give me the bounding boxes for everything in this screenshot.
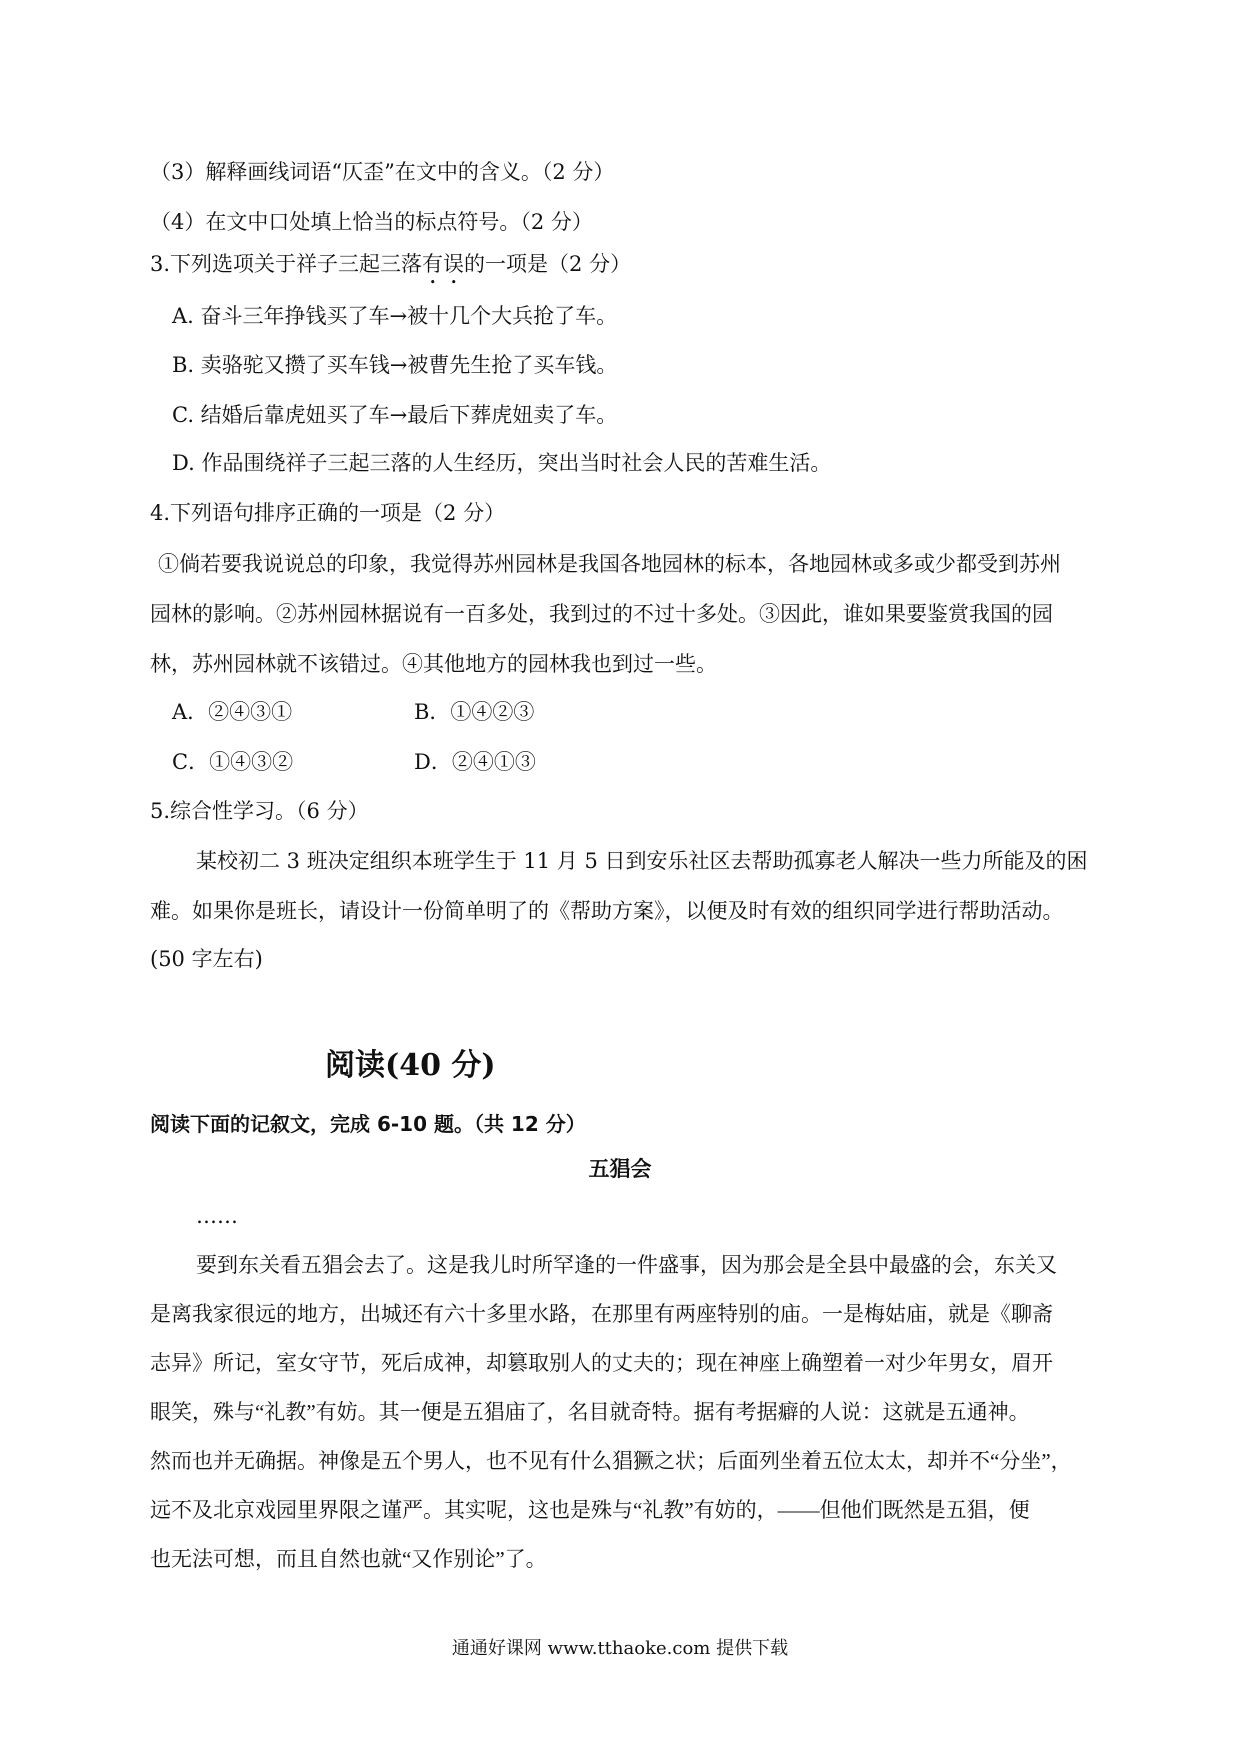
q4-option-d: D．②④①③ <box>414 750 536 774</box>
q3-option-a: A. 奋斗三年挣钱买了车→被十几个大兵抢了车。 <box>172 304 618 328</box>
essay-line: 也无法可想，而且自然也就“又作别论”了。 <box>150 1547 547 1571</box>
q5-line-2: 难。如果你是班长，请设计一份简单明了的《帮助方案》，以便及时有效的组织同学进行帮助活动。 <box>150 899 1064 923</box>
q3-option-d: D. 作品围绕祥子三起三落的人生经历，突出当时社会人民的苦难生活。 <box>172 451 832 475</box>
reading-instruction: 阅读下面的记叙文，完成 6-10 题。（共 12 分） <box>150 1112 586 1136</box>
q4-stem: 4.下列语句排序正确的一项是（2 分） <box>150 501 506 525</box>
essay-line: 然而也并无确据。神像是五个男人，也不见有什么猖獗之状；后面列坐着五位太太，却并不“分坐”， <box>150 1449 1072 1473</box>
essay-ellipsis: …… <box>196 1204 238 1228</box>
page-footer: 通通好课网 www.tthaoke.com 提供下载 <box>451 1638 789 1659</box>
reading-section-title: 阅读(40 分) <box>325 1048 496 1083</box>
q3-stem-emphasis: 有误 <box>422 252 465 276</box>
q3-stem-before: 3.下列选项关于祥子三起三落 <box>150 252 423 276</box>
q3-option-b: B. 卖骆驼又攒了买车钱→被曹先生抢了买车钱。 <box>172 353 618 377</box>
q3-stem-after: 的一项是（2 分） <box>464 252 632 276</box>
q4-passage-line-1: ①倘若要我说说总的印象，我觉得苏州园林是我国各地园林的标本，各地园林或多或少都受到苏州 <box>158 552 1061 576</box>
essay-line: 远不及北京戏园里界限之谨严。其实呢，这也是殊与“礼教”有妨的，——但他们既然是五猖，便 <box>150 1498 1030 1522</box>
essay-body <box>150 1241 1096 1584</box>
q3-option-c: C. 结婚后靠虎妞买了车→最后下葬虎妞卖了车。 <box>172 403 618 427</box>
q4-option-b: B．①④②③ <box>414 700 535 724</box>
essay-line: 志异》所记，室女守节，死后成神，却篡取别人的丈夫的；现在神座上确塑着一对少年男女，眉开 <box>150 1351 1053 1375</box>
essay-line: 是离我家很远的地方，出城还有六十多里水路，在那里有两座特别的庙。一是梅姑庙，就是《聊斋 <box>150 1302 1053 1326</box>
q5-line-3: (50 字左右) <box>150 947 263 971</box>
q2-sub3: （3）解释画线词语“仄歪”在文中的含义。（2 分） <box>150 160 615 184</box>
q3-stem <box>150 250 631 289</box>
q5-stem: 5.综合性学习。（6 分） <box>150 799 369 823</box>
q4-passage-line-3: 林，苏州园林就不该错过。④其他地方的园林我也到过一些。 <box>150 652 717 676</box>
q2-sub4: （4）在文中口处填上恰当的标点符号。（2 分） <box>150 210 593 234</box>
essay-line: 眼笑，殊与“礼教”有妨。其一便是五猖庙了，名目就奇特。据有考据癖的人说：这就是五通神。 <box>150 1400 1030 1424</box>
essay-line: 要到东关看五猖会去了。这是我儿时所罕逢的一件盛事，因为那会是全县中最盛的会，东关又 <box>196 1253 1057 1277</box>
q4-passage-line-2: 园林的影响。②苏州园林据说有一百多处，我到过的不过十多处。③因此，谁如果要鉴赏我国的园 <box>150 602 1053 626</box>
q5-line-1: 某校初二 3 班决定组织本班学生于 11 月 5 日到安乐社区去帮助孤寡老人解决一些力所能及的困 <box>196 849 1088 873</box>
q4-option-a: A．②④③① <box>172 700 293 724</box>
q4-option-c: C．①④③② <box>172 750 294 774</box>
essay-title: 五猖会 <box>588 1157 652 1181</box>
